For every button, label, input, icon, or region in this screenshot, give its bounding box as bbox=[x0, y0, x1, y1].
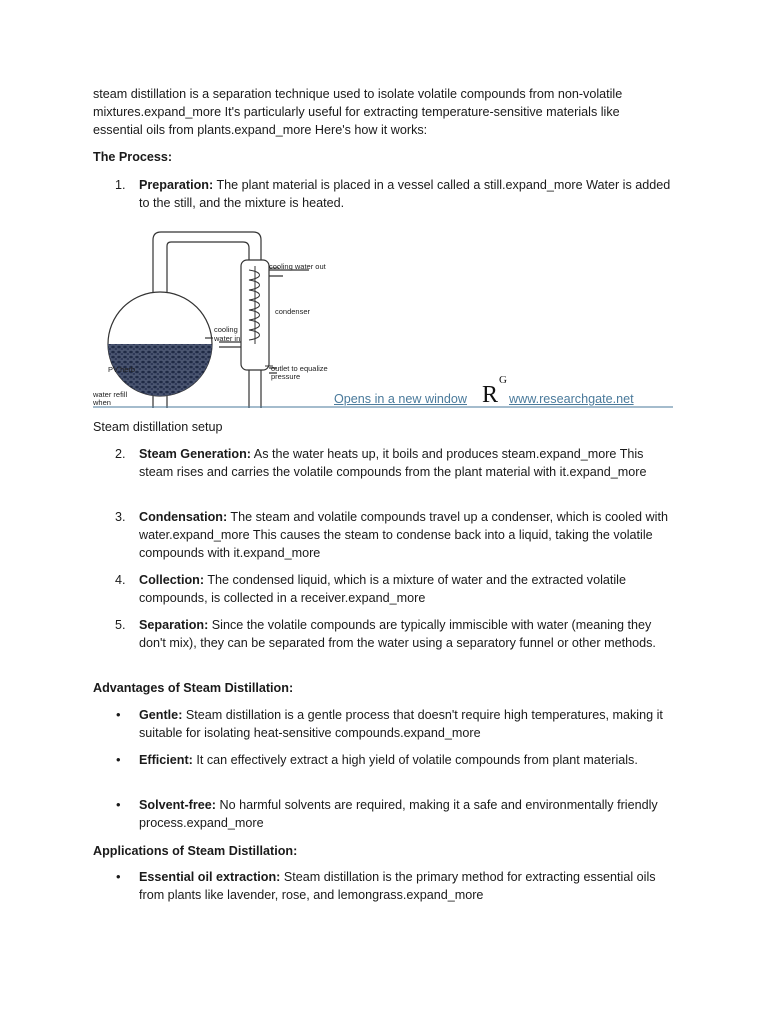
label-water-refill-2: when bbox=[93, 398, 111, 407]
label-outlet: outlet to equalize bbox=[271, 364, 328, 373]
step-number: 4. bbox=[115, 573, 126, 587]
advantage-text: Steam distillation is a gentle process that doesn't require high temperatures, making it suitable for isolating heat-sensitive compounds.expand_more bbox=[139, 708, 663, 740]
advantages-heading: Advantages of Steam Distillation: bbox=[93, 681, 294, 695]
step-item bbox=[139, 176, 679, 212]
advantage-item bbox=[139, 796, 679, 832]
step-item bbox=[139, 445, 679, 481]
advantage-text: No harmful solvents are required, making it a safe and environmentally friendly process.expand_more bbox=[139, 798, 658, 830]
application-title: Essential oil extraction: bbox=[139, 870, 281, 884]
step-title: Collection: bbox=[139, 573, 205, 587]
step-number: 3. bbox=[115, 510, 126, 524]
label-condenser: condenser bbox=[275, 307, 311, 316]
step-title: Preparation: bbox=[139, 178, 214, 192]
process-heading: The Process: bbox=[93, 150, 173, 164]
step-number: 2. bbox=[115, 447, 126, 461]
advantage-title: Efficient: bbox=[139, 753, 193, 767]
bullet: • bbox=[116, 869, 121, 884]
step-title: Steam Generation: bbox=[139, 447, 251, 461]
bullet: • bbox=[116, 752, 121, 767]
advantage-title: Solvent-free: bbox=[139, 798, 216, 812]
condenser-coil bbox=[249, 266, 260, 344]
step-item bbox=[139, 571, 679, 607]
label-cooling-water-out: cooling water out bbox=[269, 262, 326, 271]
rg-logo-r: R bbox=[482, 382, 499, 408]
bullet: • bbox=[116, 797, 121, 812]
label-cooling-water-in: cooling bbox=[214, 325, 238, 334]
application-item bbox=[139, 868, 679, 904]
application-text: Steam distillation is the primary method for extracting essential oils from plants like lavender, rose, and lemongrass.expand_more bbox=[139, 870, 656, 902]
bullet: • bbox=[116, 707, 121, 722]
label-outlet-2: pressure bbox=[271, 372, 301, 381]
step-text: Since the volatile compounds are typically immiscible with water (meaning they don't mix), they can be separated from the water using a separatory funnel or other methods. bbox=[139, 618, 656, 650]
label-water-refill: water refill bbox=[93, 390, 128, 399]
open-in-new-window-link[interactable]: Opens in a new window bbox=[334, 392, 468, 406]
step-number: 5. bbox=[115, 618, 126, 632]
advantage-title: Gentle: bbox=[139, 708, 183, 722]
applications-heading: Applications of Steam Distillation: bbox=[93, 844, 298, 858]
diagram-caption: Steam distillation setup bbox=[93, 420, 223, 434]
advantage-item bbox=[139, 751, 679, 769]
rg-logo-g: G bbox=[499, 374, 507, 386]
step-text: As the water heats up, it boils and produces steam.expand_more This steam rises and carries the volatile compounds from the plant material with it.expand_more bbox=[139, 447, 647, 479]
step-number: 1. bbox=[115, 178, 126, 192]
step-text: The steam and volatile compounds travel up a condenser, which is cooled with water.expand_more This causes the steam to condense back into a liquid, taking the volatile compounds with it.expand_more bbox=[139, 510, 668, 560]
researchgate-source-link[interactable]: www.researchgate.net bbox=[509, 392, 634, 406]
step-text: The plant material is placed in a vessel called a still.expand_more Water is added to the still, and the mixture is heated. bbox=[139, 178, 671, 210]
advantage-item bbox=[139, 706, 679, 742]
advantage-text: It can effectively extract a high yield of volatile compounds from plant materials. bbox=[192, 753, 638, 767]
steam-distillation-diagram bbox=[93, 220, 673, 408]
step-item bbox=[139, 616, 679, 652]
label-cooling-water-in-2: water in bbox=[214, 334, 241, 343]
step-text: The condensed liquid, which is a mixture of water and the extracted volatile compounds, is collected in a receiver.expand_more bbox=[139, 573, 626, 605]
step-title: Condensation: bbox=[139, 510, 228, 524]
label-pv-herb: PV herb bbox=[108, 365, 136, 374]
intro-paragraph: steam distillation is a separation technique used to isolate volatile compounds from non-volatile mixtures.expand_more It's particularly useful for extracting temperature-sensitive materials like essential oils from plants.expand_more Here's how it works: bbox=[93, 87, 623, 137]
step-item bbox=[139, 508, 679, 562]
step-title: Separation: bbox=[139, 618, 209, 632]
researchgate-logo[interactable] bbox=[482, 376, 507, 409]
